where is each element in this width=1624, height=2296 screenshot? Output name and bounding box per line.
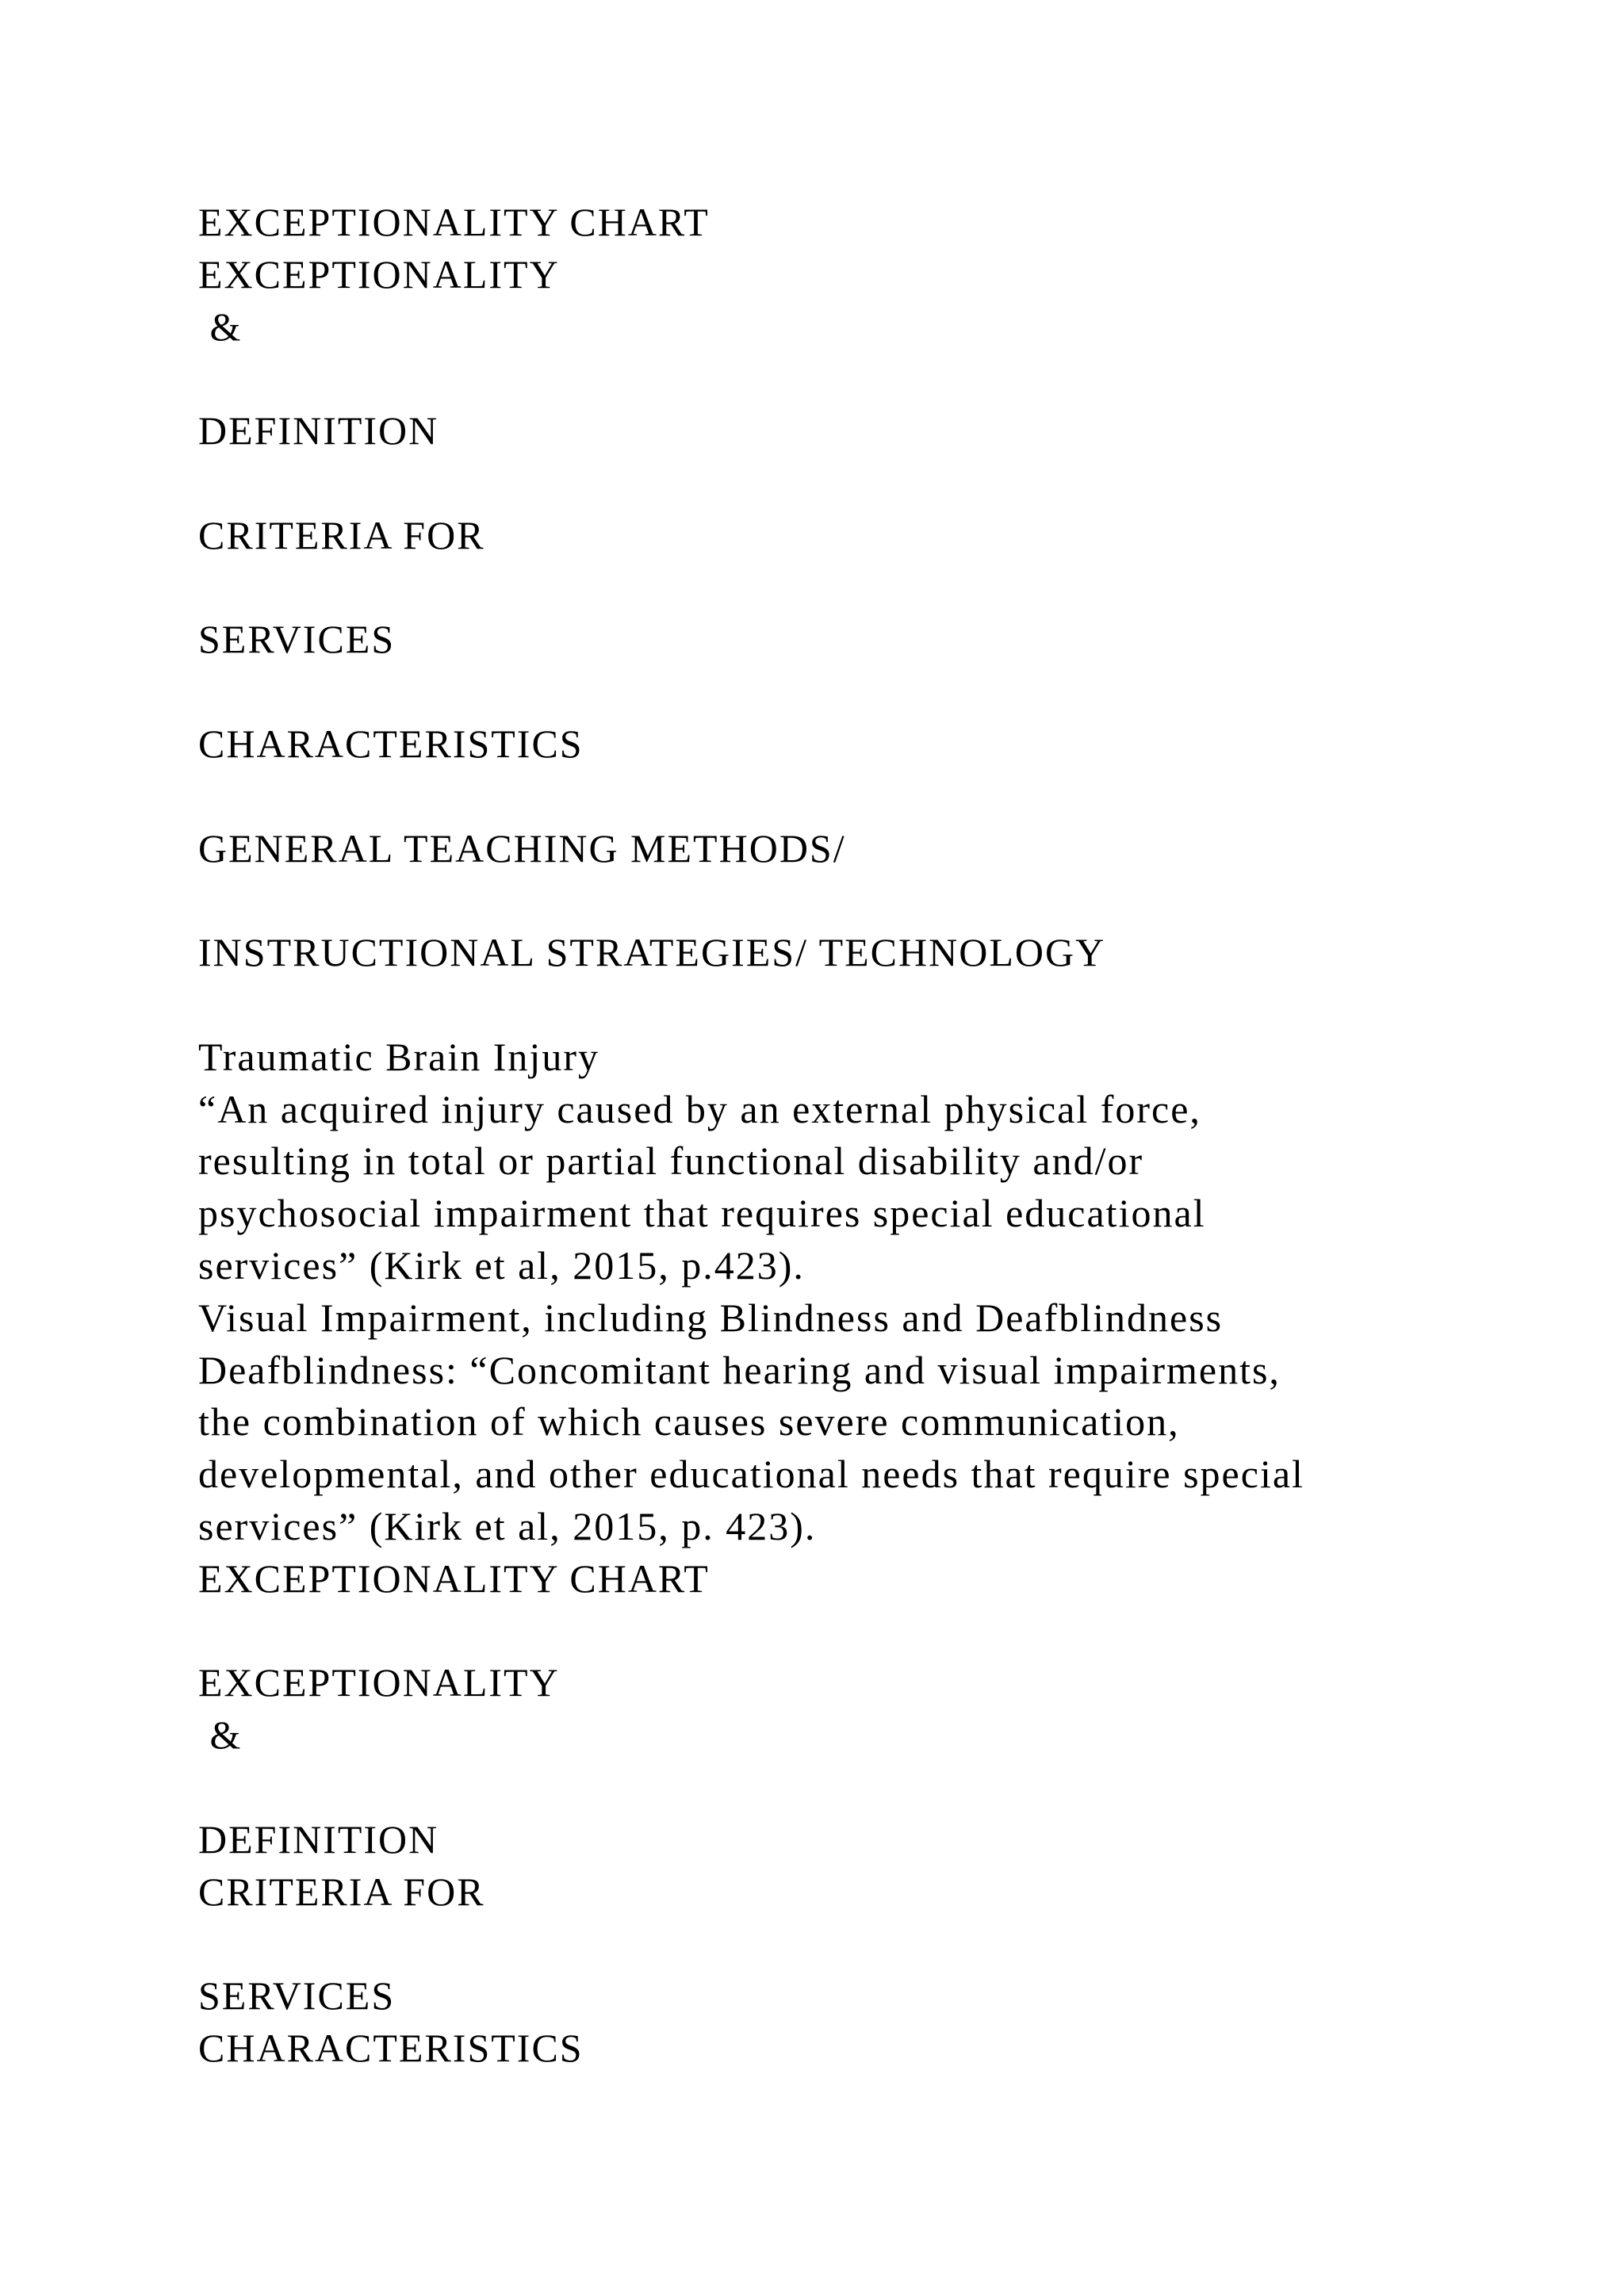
definition-line: Deafblindness: “Concomitant hearing and visual impairments,	[198, 1347, 1281, 1392]
column-heading-exceptionality: EXCEPTIONALITY	[198, 1660, 560, 1705]
column-heading-strategies: INSTRUCTIONAL STRATEGIES/ TECHNOLOGY	[198, 930, 1106, 975]
column-heading-definition: DEFINITION	[198, 408, 439, 453]
column-heading-criteria: CRITERIA FOR	[198, 512, 485, 557]
definition-line: “An acquired injury caused by an external physical force,	[198, 1086, 1201, 1131]
column-heading-criteria: CRITERIA FOR	[198, 1869, 485, 1914]
entry-traumatic-brain-injury: Traumatic Brain Injury	[198, 1034, 599, 1079]
definition-line: developmental, and other educational needs that require special	[198, 1452, 1304, 1497]
column-heading-characteristics: CHARACTERISTICS	[198, 2025, 584, 2070]
entry-visual-impairment: Visual Impairment, including Blindness and Deafblindness	[198, 1295, 1224, 1340]
definition-line: the combination of which causes severe communication,	[198, 1399, 1180, 1445]
column-heading-services: SERVICES	[198, 617, 396, 662]
blank-line	[198, 771, 1546, 823]
blank-line	[198, 353, 1546, 405]
column-heading-ampersand: &	[198, 1712, 243, 1758]
blank-line	[198, 874, 1546, 927]
column-heading-teaching-methods: GENERAL TEACHING METHODS/	[198, 825, 846, 871]
column-heading-ampersand: &	[198, 304, 243, 349]
chart-title: EXCEPTIONALITY CHART	[198, 1556, 710, 1601]
definition-line: services” (Kirk et al, 2015, p.423).	[198, 1242, 805, 1288]
blank-line	[198, 1605, 1546, 1658]
blank-line	[198, 1762, 1546, 1814]
column-heading-services: SERVICES	[198, 1973, 396, 2019]
blank-line	[198, 562, 1546, 614]
definition-line: services” (Kirk et al, 2015, p. 423).	[198, 1503, 817, 1548]
blank-line	[198, 1918, 1546, 1970]
definition-line: psychosocial impairment that requires special educational	[198, 1191, 1206, 1236]
column-heading-exceptionality: EXCEPTIONALITY	[198, 251, 560, 297]
blank-line	[198, 979, 1546, 1031]
blank-line	[198, 457, 1546, 510]
chart-title: EXCEPTIONALITY CHART	[198, 200, 710, 244]
definition-line: resulting in total or partial functional disability and/or	[198, 1138, 1144, 1184]
column-heading-characteristics: CHARACTERISTICS	[198, 721, 584, 766]
blank-line	[198, 666, 1546, 718]
column-heading-definition: DEFINITION	[198, 1816, 439, 1862]
document-body	[198, 197, 1546, 2075]
